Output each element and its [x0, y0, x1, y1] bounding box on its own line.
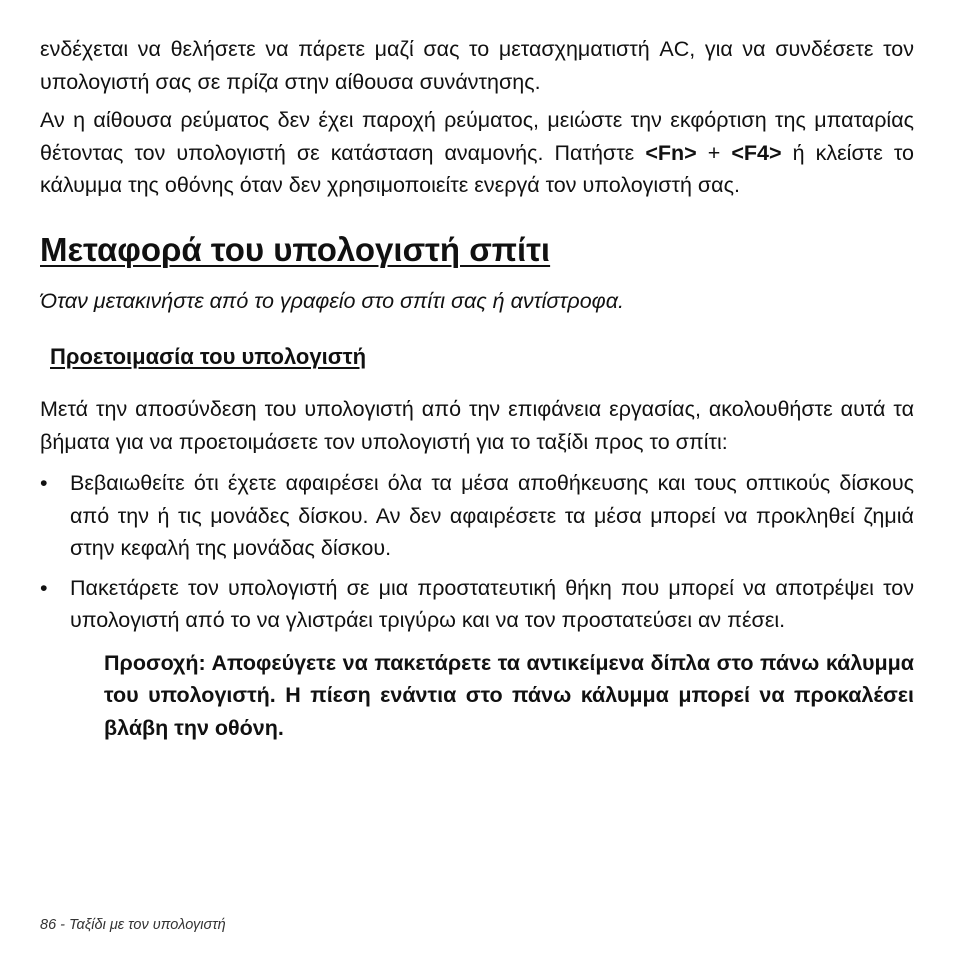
standby-text-end: ή κλείστε το κάλυμμα της οθόνης όταν δεν χρησιμοποιείτε ενεργά τον υπολογιστή σας.	[40, 140, 914, 197]
intro-paragraph: Μετά την αποσύνδεση του υπολογιστή από την επιφάνεια εργασίας, ακολουθήστε αυτά τα βήματα για να προετοιμάσετε τον υπολογιστή για το ταξίδι προς το σπίτι:	[40, 397, 914, 454]
section-heading: Μεταφορά του υπολογιστή σπίτι	[40, 230, 551, 268]
section-subtitle: Όταν μετακινήστε από το γραφείο στο σπίτι σας ή αντίστροφα.	[40, 288, 624, 313]
steps-list	[40, 467, 914, 637]
paragraph-ac-adapter: ενδέχεται να θελήσετε να πάρετε μαζί σας το μετασχηματιστή AC, για να συνδέσετε τον υπολογιστή σας σε πρίζα στην αίθουσα συνάντησης.	[40, 37, 914, 94]
paragraph-standby	[40, 104, 914, 202]
page-footer: 86 - Ταξίδι με τον υπολογιστή	[40, 917, 226, 933]
key-f4: <F4>	[731, 140, 782, 165]
key-fn: <Fn>	[645, 140, 697, 165]
bullet-icon: •	[40, 471, 48, 495]
plus-sign: +	[696, 140, 732, 165]
list-item-text: Πακετάρετε τον υπολογιστή σε μια προστατευτική θήκη που μπορεί να αποτρέψει τον υπολογιστή από το να γλιστράει τριγύρω και να τον προστατεύσει αν πέσει.	[70, 575, 914, 632]
list-item	[40, 572, 914, 637]
list-item-text: Βεβαιωθείτε ότι έχετε αφαιρέσει όλα τα μέσα αποθήκευσης και τους οπτικούς δίσκους από την ή τις μονάδες δίσκου. Αν δεν αφαιρέσετε τα μέσα μπορεί να προκληθεί ζημιά στην κεφαλή της μονάδας δίσκου.	[70, 471, 914, 560]
caution-note: Προσοχή: Αποφεύγετε να πακετάρετε τα αντικείμενα δίπλα στο πάνω κάλυμμα του υπολογιστή. Η πίεση ενάντια στο πάνω κάλυμμα μπορεί να προκαλέσει βλάβη την οθόνη.	[104, 650, 914, 740]
bullet-icon: •	[40, 575, 48, 600]
page-content	[40, 33, 914, 744]
standby-text-start: Αν η αίθουσα ρεύματος δεν έχει παροχή ρεύματος, μειώστε την εκφόρτιση της μπαταρίας θέτοντας τον υπολογιστή σε κατάσταση αναμονής. Πατήστε	[40, 108, 914, 165]
list-item	[40, 467, 914, 565]
subsection-heading: Προετοιμασία του υπολογιστή	[50, 344, 367, 369]
